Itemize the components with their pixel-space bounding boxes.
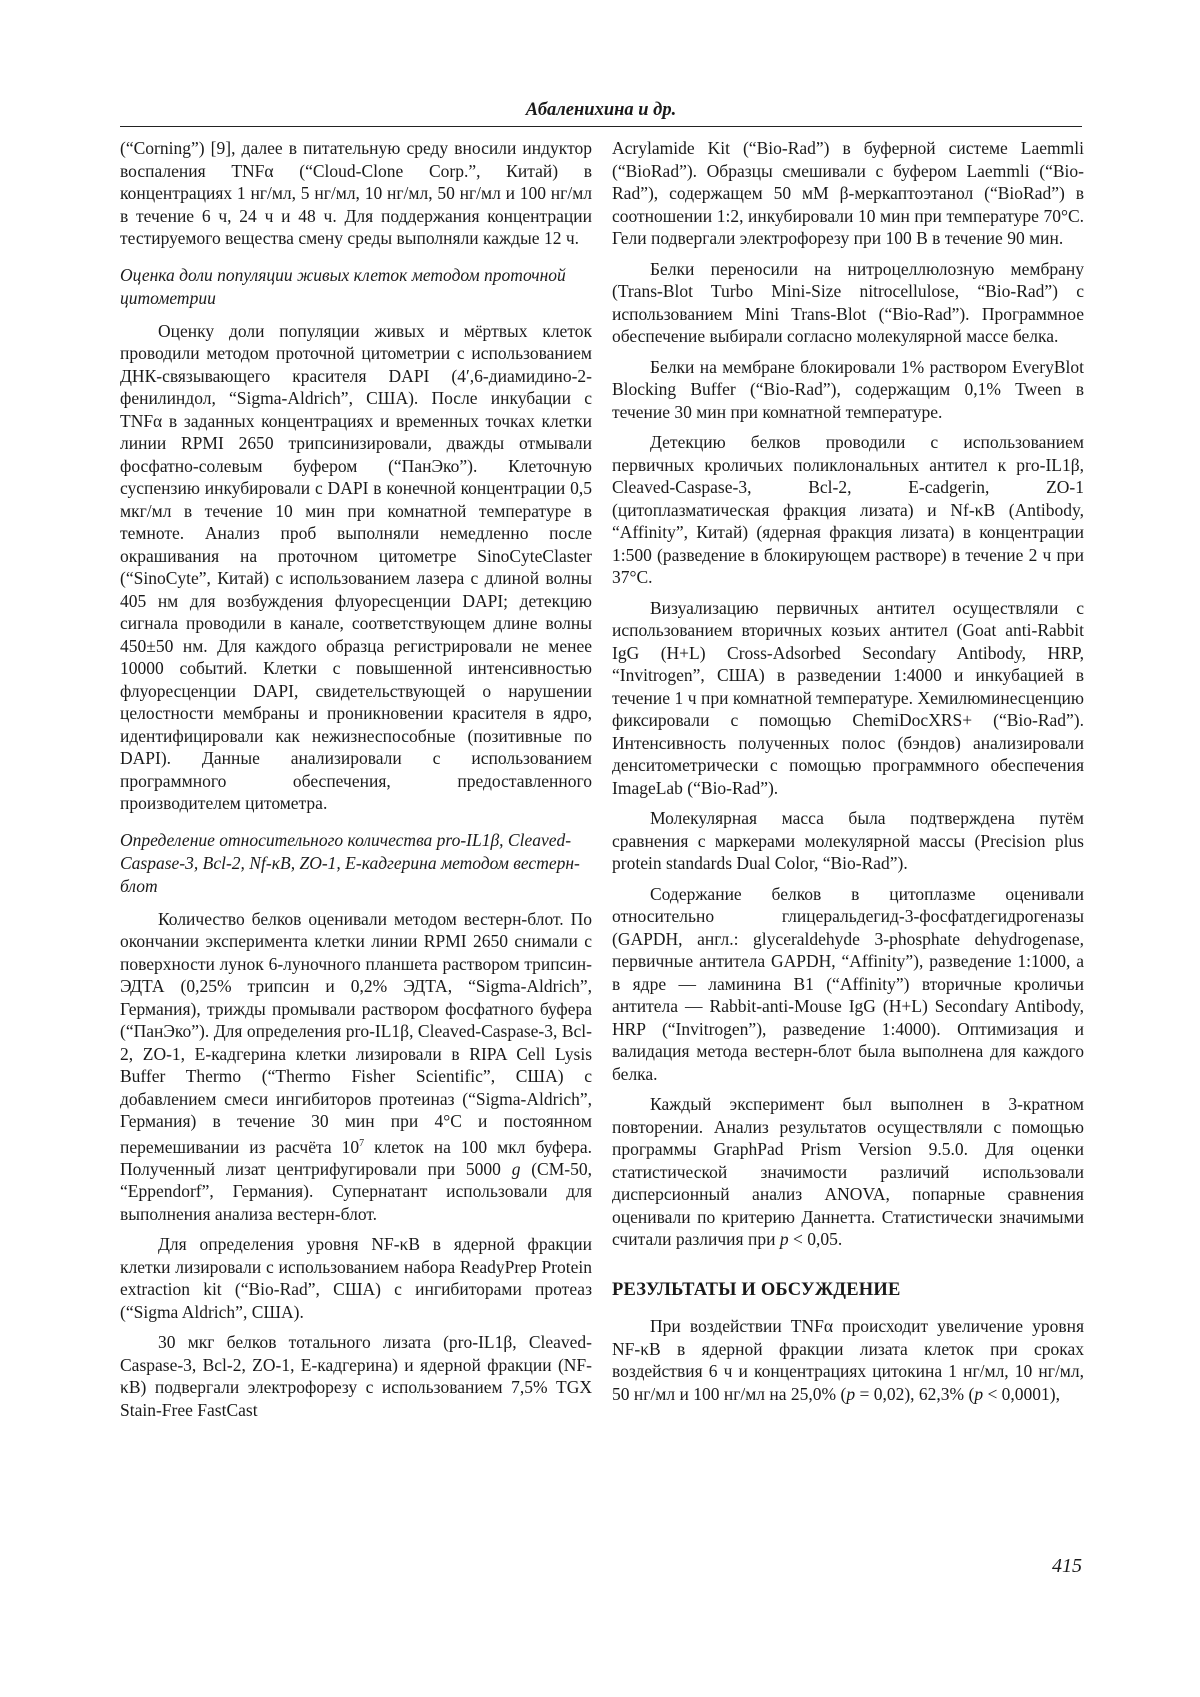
p3-text-a: Количество белков оценивали методом вестерн-блот. По окончании эксперимента клетки линии RPMI 2650 снимали с поверхности лунок 6-луночного планшета раствором трипсин-ЭДТА (0,25% трипсин и 0,2% ЭДТА, “Sigma-Aldrich”, Германия), трижды промывали раствором фосфатного буфера (“ПанЭко”). Для определения pro-IL1β, Cleaved-Caspase-3, Bcl-2, ZO-1, E-кадгерина клетки лизировали в RIPA Cell Lysis Buffer Thermo (“Thermo Fisher Scientific”, США) с добавлением смеси ингибиторов протеиназ (“Sigma-Aldrich”, Германия) в течение 30 мин при 4°C и постоянном перемешивании из расчёта 10 [120,908,592,1157]
left-paragraph-3 [120,908,592,1226]
section-title-results: РЕЗУЛЬТАТЫ И ОБСУЖДЕНИЕ [612,1279,901,1300]
left-column [120,137,592,1552]
left-paragraph-5: 30 мкг белков тотального лизата (pro-IL1β, Cleaved-Caspase-3, Bcl-2, ZO-1, E-кадгерина) и ядерной фракции (NF-κB) подвергали электрофорезу с использованием 7,5% TGX Stain-Free FastCast [120,1332,592,1420]
p8-text-b: < 0,05. [788,1229,843,1249]
p3-text-b: клеток на 100 мкл буфера. Полученный лизат центрифугировали при 5000 [120,1136,592,1179]
running-header [120,100,1082,121]
p9-p-italic-1: p [846,1383,856,1404]
left-paragraph-4: Для определения уровня NF-κB в ядерной фракции клетки лизировали с использованием набора ReadyPrep Protein extraction kit (“Bio-Rad”, США) с ингибиторами протеаз (“Sigma Aldrich”, США). [120,1234,592,1322]
p8-text-a: Каждый эксперимент был выполнен в 3-кратном повторении. Анализ результатов осуществляли с помощью программы GraphPad Prism Version 9.5.0. Для оценки статистической значимости различий использовали дисперсионный анализ ANOVA, попарные сравнения оценивали по критерию Даннетта. Статистически значимыми считали различия при [612,1094,1084,1249]
p3-exponent: 7 [359,1137,365,1149]
subheading-western-blot: Определение относительного количества pro-IL1β, Cleaved-Caspase-3, Bcl-2, Nf-κB, ZO-1, E-кадгерина методом вестерн-блот [120,829,580,896]
right-paragraph-7: Содержание белков в цитоплазме оценивали относительно глицеральдегид-3-фосфатдегидрогеназы (GAPDH, англ.: glyceraldehyde 3-phosphate dehydrogenase, первичные антитела GAPDH, “Affinity”), разведение 1:1000, а в ядре — ламинина B1 (“Affinity”) вторичные кроличьи антитела — Rabbit-anti-Mouse IgG (H+L) Secondary Antibody, HRP (“Invitrogen”), разведение 1:4000). Оптимизация и валидация метода вестерн-блот была выполнена для каждого белка. [612,883,1084,1084]
right-paragraph-2: Белки переносили на нитроцеллюлозную мембрану (Trans-Blot Turbo Mini-Size nitrocellulose, “Bio-Rad”) с использованием Mini Trans-Blot (“Bio-Rad”). Программное обеспечение выбирали согласно молекулярной массе белка. [612,258,1084,346]
p9-p-italic-2: p [974,1383,984,1404]
right-column [612,137,1084,1552]
p3-text-c: (CM-50, “Eppendorf”, Германия). Супернатант использовали для выполнения анализа вестерн-блот. [120,1158,592,1224]
left-paragraph-2: Оценку доли популяции живых и мёртвых клеток проводили методом проточной цитометрии с использованием ДНК-связывающего красителя DAPI (4′,6-диамидино-2-фенилиндол, “Sigma-Aldrich”, США). После инкубации с TNFα в заданных концентрациях и временных точках клетки линии RPMI 2650 трипсинизировали, дважды отмывали фосфатно-солевым буфером (“ПанЭко”). Клеточную суспензию инкубировали с DAPI в конечной концентрации 0,5 мкг/мл в течение 10 мин при комнатной температуре в темноте. Анализ проб выполняли немедленно после окрашивания на проточном цитометре SinoCyteClaster (“SinoCyte”, Китай) с использованием лазера с длиной волны 405 нм для возбуждения флуоресценции DAPI; детекцию сигнала проводили в канале, соответствующем длине волны 450±50 нм. Для каждого образца регистрировали не менее 10000 событий. Клетки с повышенной интенсивностью флуоресценции DAPI, свидетельствующей о нарушении целостности мембраны и проникновении красителя в ядро, идентифицировали как нежизнеспособные (позитивные по DAPI). Данные анализировали с использованием программного обеспечения, предоставленного производителем цитометра. [120,320,592,813]
right-paragraph-5: Визуализацию первичных антител осуществляли с использованием вторичных козьих антител (Goat anti-Rabbit IgG (H+L) Cross-Adsorbed Secondary Antibody, HRP, “Invitrogen”, США) в разведении 1:4000 и инкубацией в течение 1 ч при комнатной температуре. Хемилюминесценцию фиксировали с помощью ChemiDocXRS+ (“Bio-Rad”). Интенсивность полученных полос (бэндов) анализировали денситометрически с помощью программного обеспечения ImageLab (“Bio-Rad”). [612,597,1084,798]
p9-text-a: При воздействии TNFα происходит увеличение уровня NF-κB в ядерной фракции лизата клеток при сроках воздействия 6 ч и концентрациях цитокина 1 нг/мл, 10 нг/мл, 50 нг/мл и 100 нг/мл на 25,0% ( [612,1316,1084,1404]
page-number: 415 [1052,1555,1082,1577]
header-rule [120,126,1082,127]
p8-p-italic: p [779,1229,789,1249]
p3-g-italic: g [511,1158,521,1179]
right-paragraph-4: Детекцию белков проводили с использованием первичных кроличьих поликлональных антител к pro-IL1β, Cleaved-Caspase-3, Bcl-2, E-cadgerin, ZO-1 (цитоплазматическая фракция лизата) и Nf-κB (Antibody, “Affinity”, Китай) (ядерная фракция лизата) в концентрации 1:500 (разведение в блокирующем растворе) в течение 2 ч при 37°C. [612,432,1084,587]
left-paragraph-1: (“Corning”) [9], далее в питательную среду вносили индуктор воспаления TNFα (“Cloud-Clone Corp.”, Китай) в концентрациях 1 нг/мл, 5 нг/мл, 10 нг/мл, 50 нг/мл и 100 нг/мл в течение 6 ч, 24 ч и 48 ч. Для поддержания концентрации тестируемого вещества смену среды выполняли каждые 12 ч. [120,138,592,248]
right-paragraph-1: Acrylamide Kit (“Bio-Rad”) в буферной системе Laemmli (“BioRad”). Образцы смешивали с буфером Laemmli (“Bio-Rad”), содержащем 50 мМ β-меркаптоэтанол (“BioRad”) в соотношении 1:2, инкубировали 10 мин при температуре 70°C. Гели подвергали электрофорезу при 100 В в течение 90 мин. [612,138,1084,248]
p9-text-c: < 0,0001), [983,1383,1061,1404]
subheading-flow-cytometry: Оценка доли популяции живых клеток методом проточной цитометрии [120,264,566,308]
right-paragraph-3: Белки на мембране блокировали 1% раствором EveryBlot Blocking Buffer (“Bio-Rad”), содержащим 0,1% Tween в течение 30 мин при комнатной температуре. [612,356,1084,422]
p9-text-b: = 0,02), 62,3% ( [855,1383,975,1404]
right-paragraph-6: Молекулярная масса была подтверждена путём сравнения с маркерами молекулярной массы (Precision plus protein standards Dual Color, “Bio-Rad”). [612,808,1084,873]
right-paragraph-9 [612,1315,1084,1405]
right-paragraph-8 [612,1093,1084,1251]
header-authors: Абаленихина и др. [525,100,677,120]
